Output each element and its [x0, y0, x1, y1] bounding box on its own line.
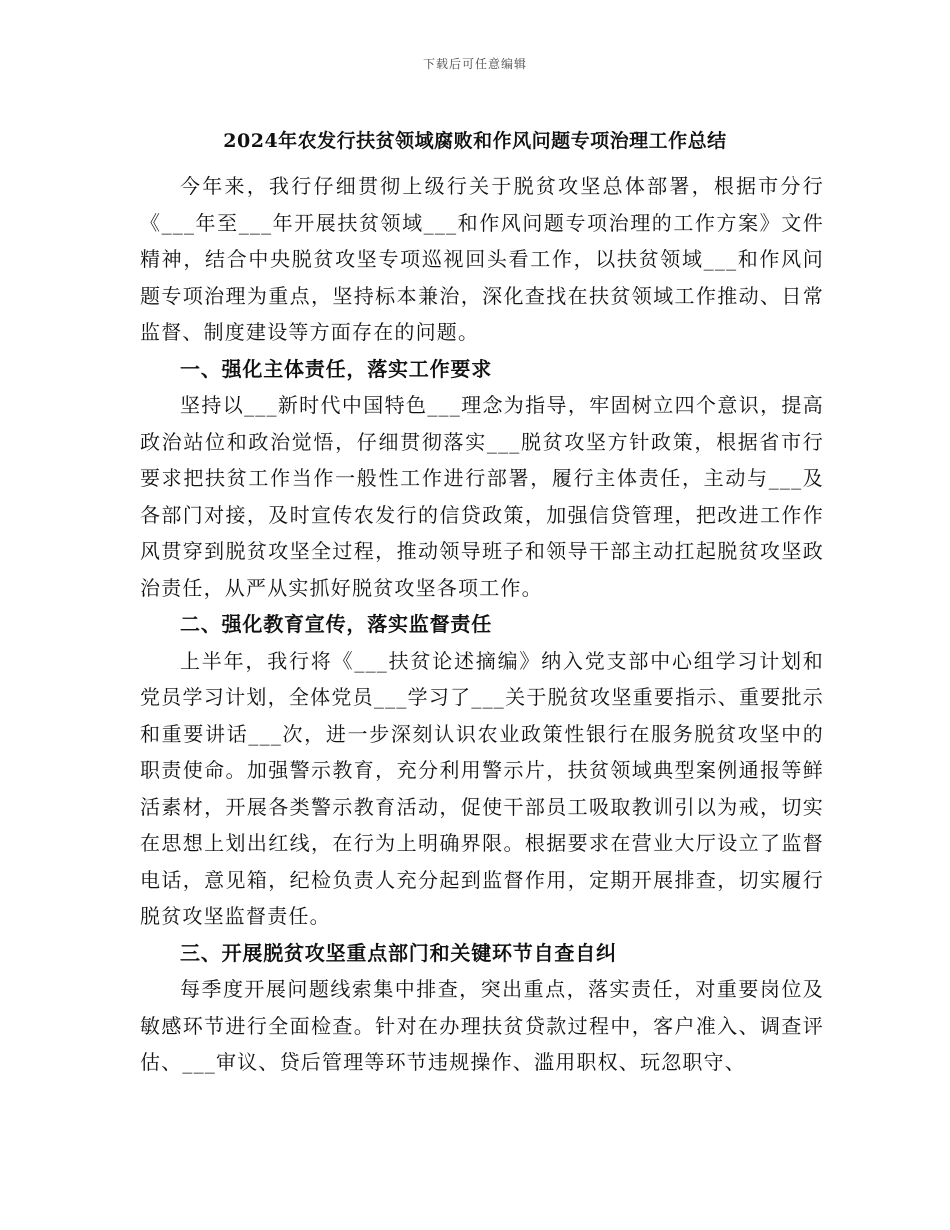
document-body [140, 168, 824, 1081]
document-title: 2024年农发行扶贫领域腐败和作风问题专项治理工作总结 [223, 130, 727, 152]
header-note: 下载后可任意编辑 [422, 57, 527, 71]
section-heading-3: 三、开展脱贫攻坚重点部门和关键环节自查自纠 [180, 940, 617, 965]
section-heading-1: 一、强化主体责任，落实工作要求 [180, 356, 492, 381]
section-paragraph-3: 每季度开展问题线索集中排查，突出重点，落实责任，对重要岗位及敏感环节进行全面检查。针对在办理扶贫贷款过程中，客户准入、调查评估、___审议、贷后管理等环节违规操作、滥用职权、玩忽职守、 [140, 977, 824, 1074]
intro-paragraph: 今年来，我行仔细贯彻上级行关于脱贫攻坚总体部署，根据市分行《___年至___年开展扶贫领域___和作风问题专项治理的工作方案》文件精神，结合中央脱贫攻坚专项巡视回头看工作，以扶贫领域___和作风问题专项治理为重点，坚持标本兼治，深化查找在扶贫领域工作推动、日常监督、制度建设等方面存在的问题。 [140, 174, 824, 344]
section-paragraph-1: 坚持以___新时代中国特色___理念为指导，牢固树立四个意识，提高政治站位和政治觉悟，仔细贯彻落实___脱贫攻坚方针政策，根据省市行要求把扶贫工作当作一般性工作进行部署，履行主体责任，主动与___及各部门对接，及时宣传农发行的信贷政策，加强信贷管理，把改进工作作风贯穿到脱贫攻坚全过程，推动领导班子和领导干部主动扛起脱贫攻坚政治责任，从严从实抓好脱贫攻坚各项工作。 [140, 393, 824, 600]
section-heading-2: 二、强化教育宣传，落实监督责任 [180, 612, 492, 636]
section-paragraph-2: 上半年，我行将《___扶贫论述摘编》纳入党支部中心组学习计划和党员学习计划，全体党员___学习了___关于脱贫攻坚重要指示、重要批示和重要讲话___次，进一步深刻认识农业政策性银行在服务脱贫攻坚中的职责使命。加强警示教育，充分利用警示片，扶贫领域典型案例通报等鲜活素材，开展各类警示教育活动，促使干部员工吸取教训引以为戒，切实在思想上划出红线，在行为上明确界限。根据要求在营业大厅设立了监督电话，意见箱，纪检负责人充分起到监督作用，定期开展排查，切实履行脱贫攻坚监督责任。 [140, 648, 824, 928]
